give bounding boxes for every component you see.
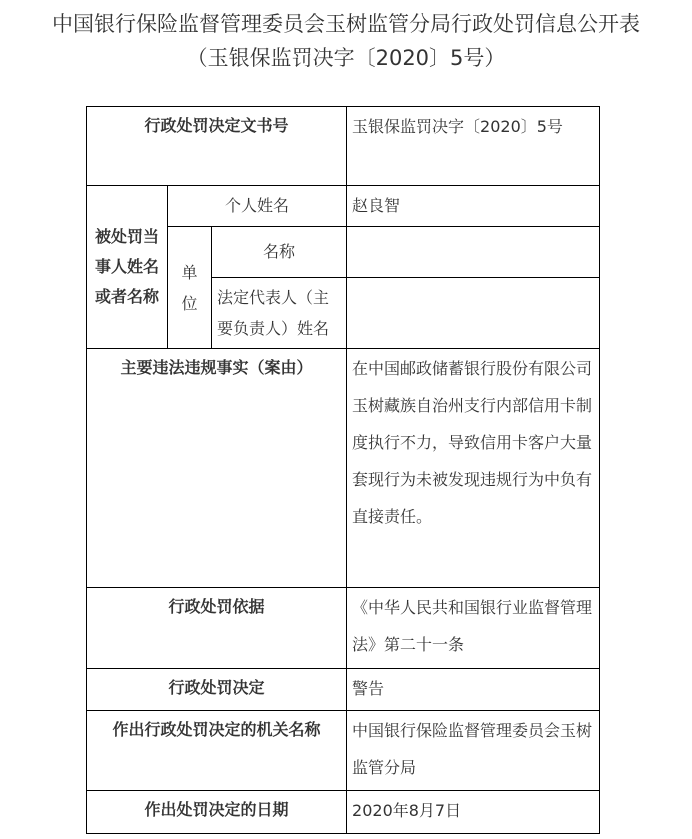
row-decision (87, 669, 600, 711)
basis-value: 《中华人民共和国银行业监督管理法》第二十一条 (347, 588, 600, 669)
party-group-label: 被处罚当事人姓名或者名称 (87, 186, 168, 349)
row-authority (87, 711, 600, 791)
authority-label: 作出行政处罚决定的机关名称 (87, 711, 347, 791)
facts-value: 在中国邮政储蓄银行股份有限公司玉树藏族自治州支行内部信用卡制度执行不力，导致信用卡客户大量套现行为未被发现违规行为中负有直接责任。 (347, 349, 600, 588)
row-date (87, 791, 600, 834)
penalty-info-table (86, 106, 600, 834)
authority-value: 中国银行保险监督管理委员会玉树监管分局 (347, 711, 600, 791)
unit-label: 单位 (168, 227, 212, 349)
document-subtitle: （玉银保监罚决字〔2020〕5号） (186, 46, 506, 70)
row-doc-number (87, 107, 600, 186)
individual-name-value: 赵良智 (347, 186, 600, 227)
decision-label: 行政处罚决定 (87, 669, 347, 711)
individual-name-label: 个人姓名 (168, 186, 347, 227)
basis-label: 行政处罚依据 (87, 588, 347, 669)
date-value: 2020年8月7日 (347, 791, 600, 834)
doc-number-label: 行政处罚决定文书号 (87, 107, 347, 186)
document-title: 中国银行保险监督管理委员会玉树监管分局行政处罚信息公开表 (52, 12, 640, 36)
row-facts (87, 349, 600, 588)
legal-rep-label: 法定代表人（主要负责人）姓名 (212, 278, 347, 349)
doc-number-value: 玉银保监罚决字〔2020〕5号 (347, 107, 600, 186)
legal-rep-value (347, 278, 600, 349)
date-label: 作出处罚决定的日期 (87, 791, 347, 834)
row-individual (87, 186, 600, 227)
decision-value: 警告 (347, 669, 600, 711)
row-basis (87, 588, 600, 669)
unit-name-label: 名称 (212, 227, 347, 278)
facts-label: 主要违法违规事实（案由） (87, 349, 347, 588)
unit-name-value (347, 227, 600, 278)
